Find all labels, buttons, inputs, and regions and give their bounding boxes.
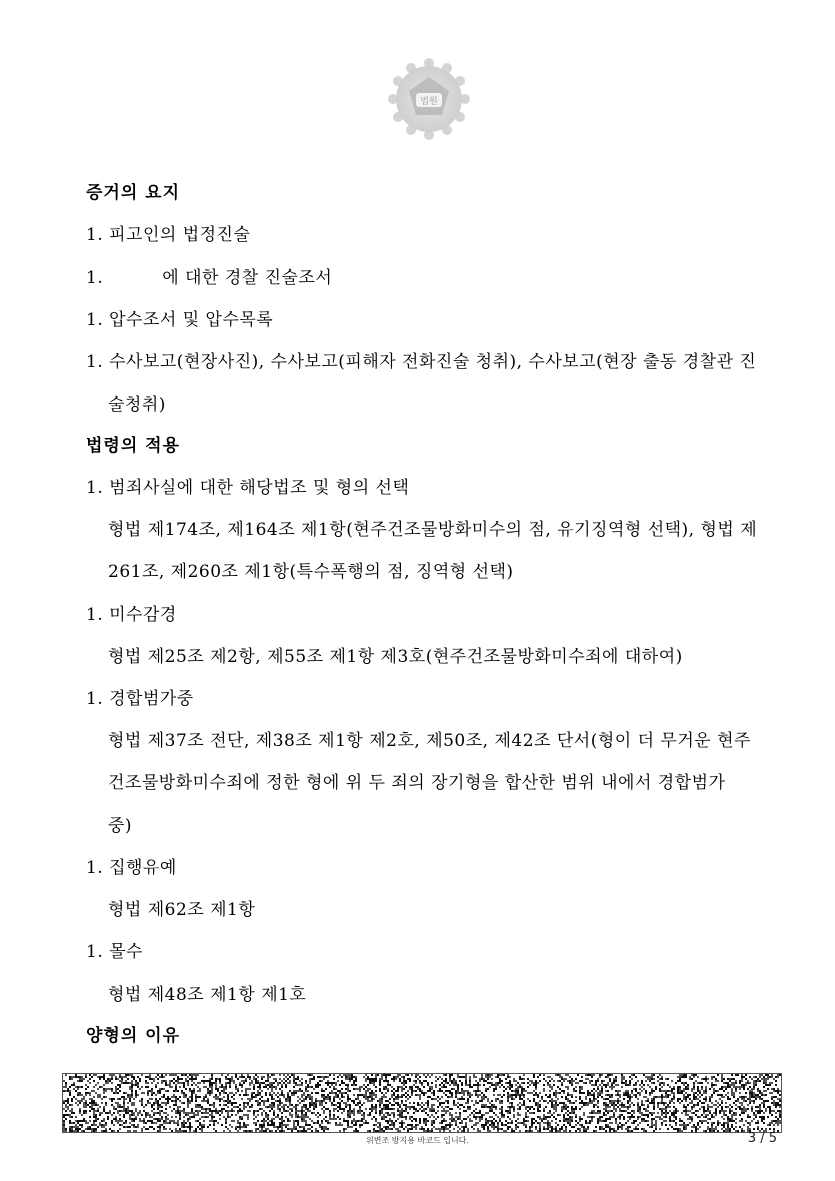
evidence-item-continued: 술청취): [108, 395, 166, 415]
law-line: 형법 제62조 제1항: [108, 900, 256, 920]
sentencing-heading: 양형의 이유: [86, 1026, 181, 1046]
law-line: 1. 미수감경: [86, 605, 177, 625]
law-line: 중): [108, 816, 133, 836]
law-line: 형법 제48조 제1항 제1호: [108, 985, 307, 1005]
court-seal-logo: [385, 55, 473, 143]
law-line: 형법 제25조 제2항, 제55조 제1항 제3호(현주건조물방화미수죄에 대하여): [108, 647, 683, 667]
barcode-note: 위변조 방지용 바코드 입니다.: [366, 1136, 469, 1145]
law-line: 형법 제37조 전단, 제38조 제1항 제2호, 제50조, 제42조 단서(형이 더 무거운 현주: [108, 731, 751, 751]
law-line: 1. 경합범가중: [86, 689, 194, 709]
law-line: 형법 제174조, 제164조 제1항(현주건조물방화미수의 점, 유기징역형 선택), 형법 제: [108, 520, 758, 540]
law-line: 261조, 제260조 제1항(특수폭행의 점, 징역형 선택): [108, 562, 514, 582]
law-line: 1. 집행유예: [86, 858, 177, 878]
evidence-item: 1. 피고인의 법정진술: [86, 225, 251, 245]
evidence-item: 1. 압수조서 및 압수목록: [86, 310, 274, 330]
page-number: 3 / 5: [747, 1131, 777, 1146]
seal-text: 법원: [420, 97, 438, 107]
evidence-item: 1. 수사보고(현장사진), 수사보고(피해자 전화진술 청취), 수사보고(현장 출동 경찰관 진: [86, 352, 757, 372]
evidence-item: 1. 에 대한 경찰 진술조서: [86, 268, 333, 288]
law-line: 건조물방화미수죄에 정한 형에 위 두 죄의 장기형을 합산한 범위 내에서 경합범가: [108, 773, 726, 793]
evidence-heading: 증거의 요지: [86, 183, 181, 203]
law-line: 1. 범죄사실에 대한 해당법조 및 형의 선택: [86, 478, 410, 498]
law-heading: 법령의 적용: [86, 436, 181, 456]
anti-forgery-barcode: [62, 1073, 782, 1133]
law-line: 1. 몰수: [86, 942, 143, 962]
